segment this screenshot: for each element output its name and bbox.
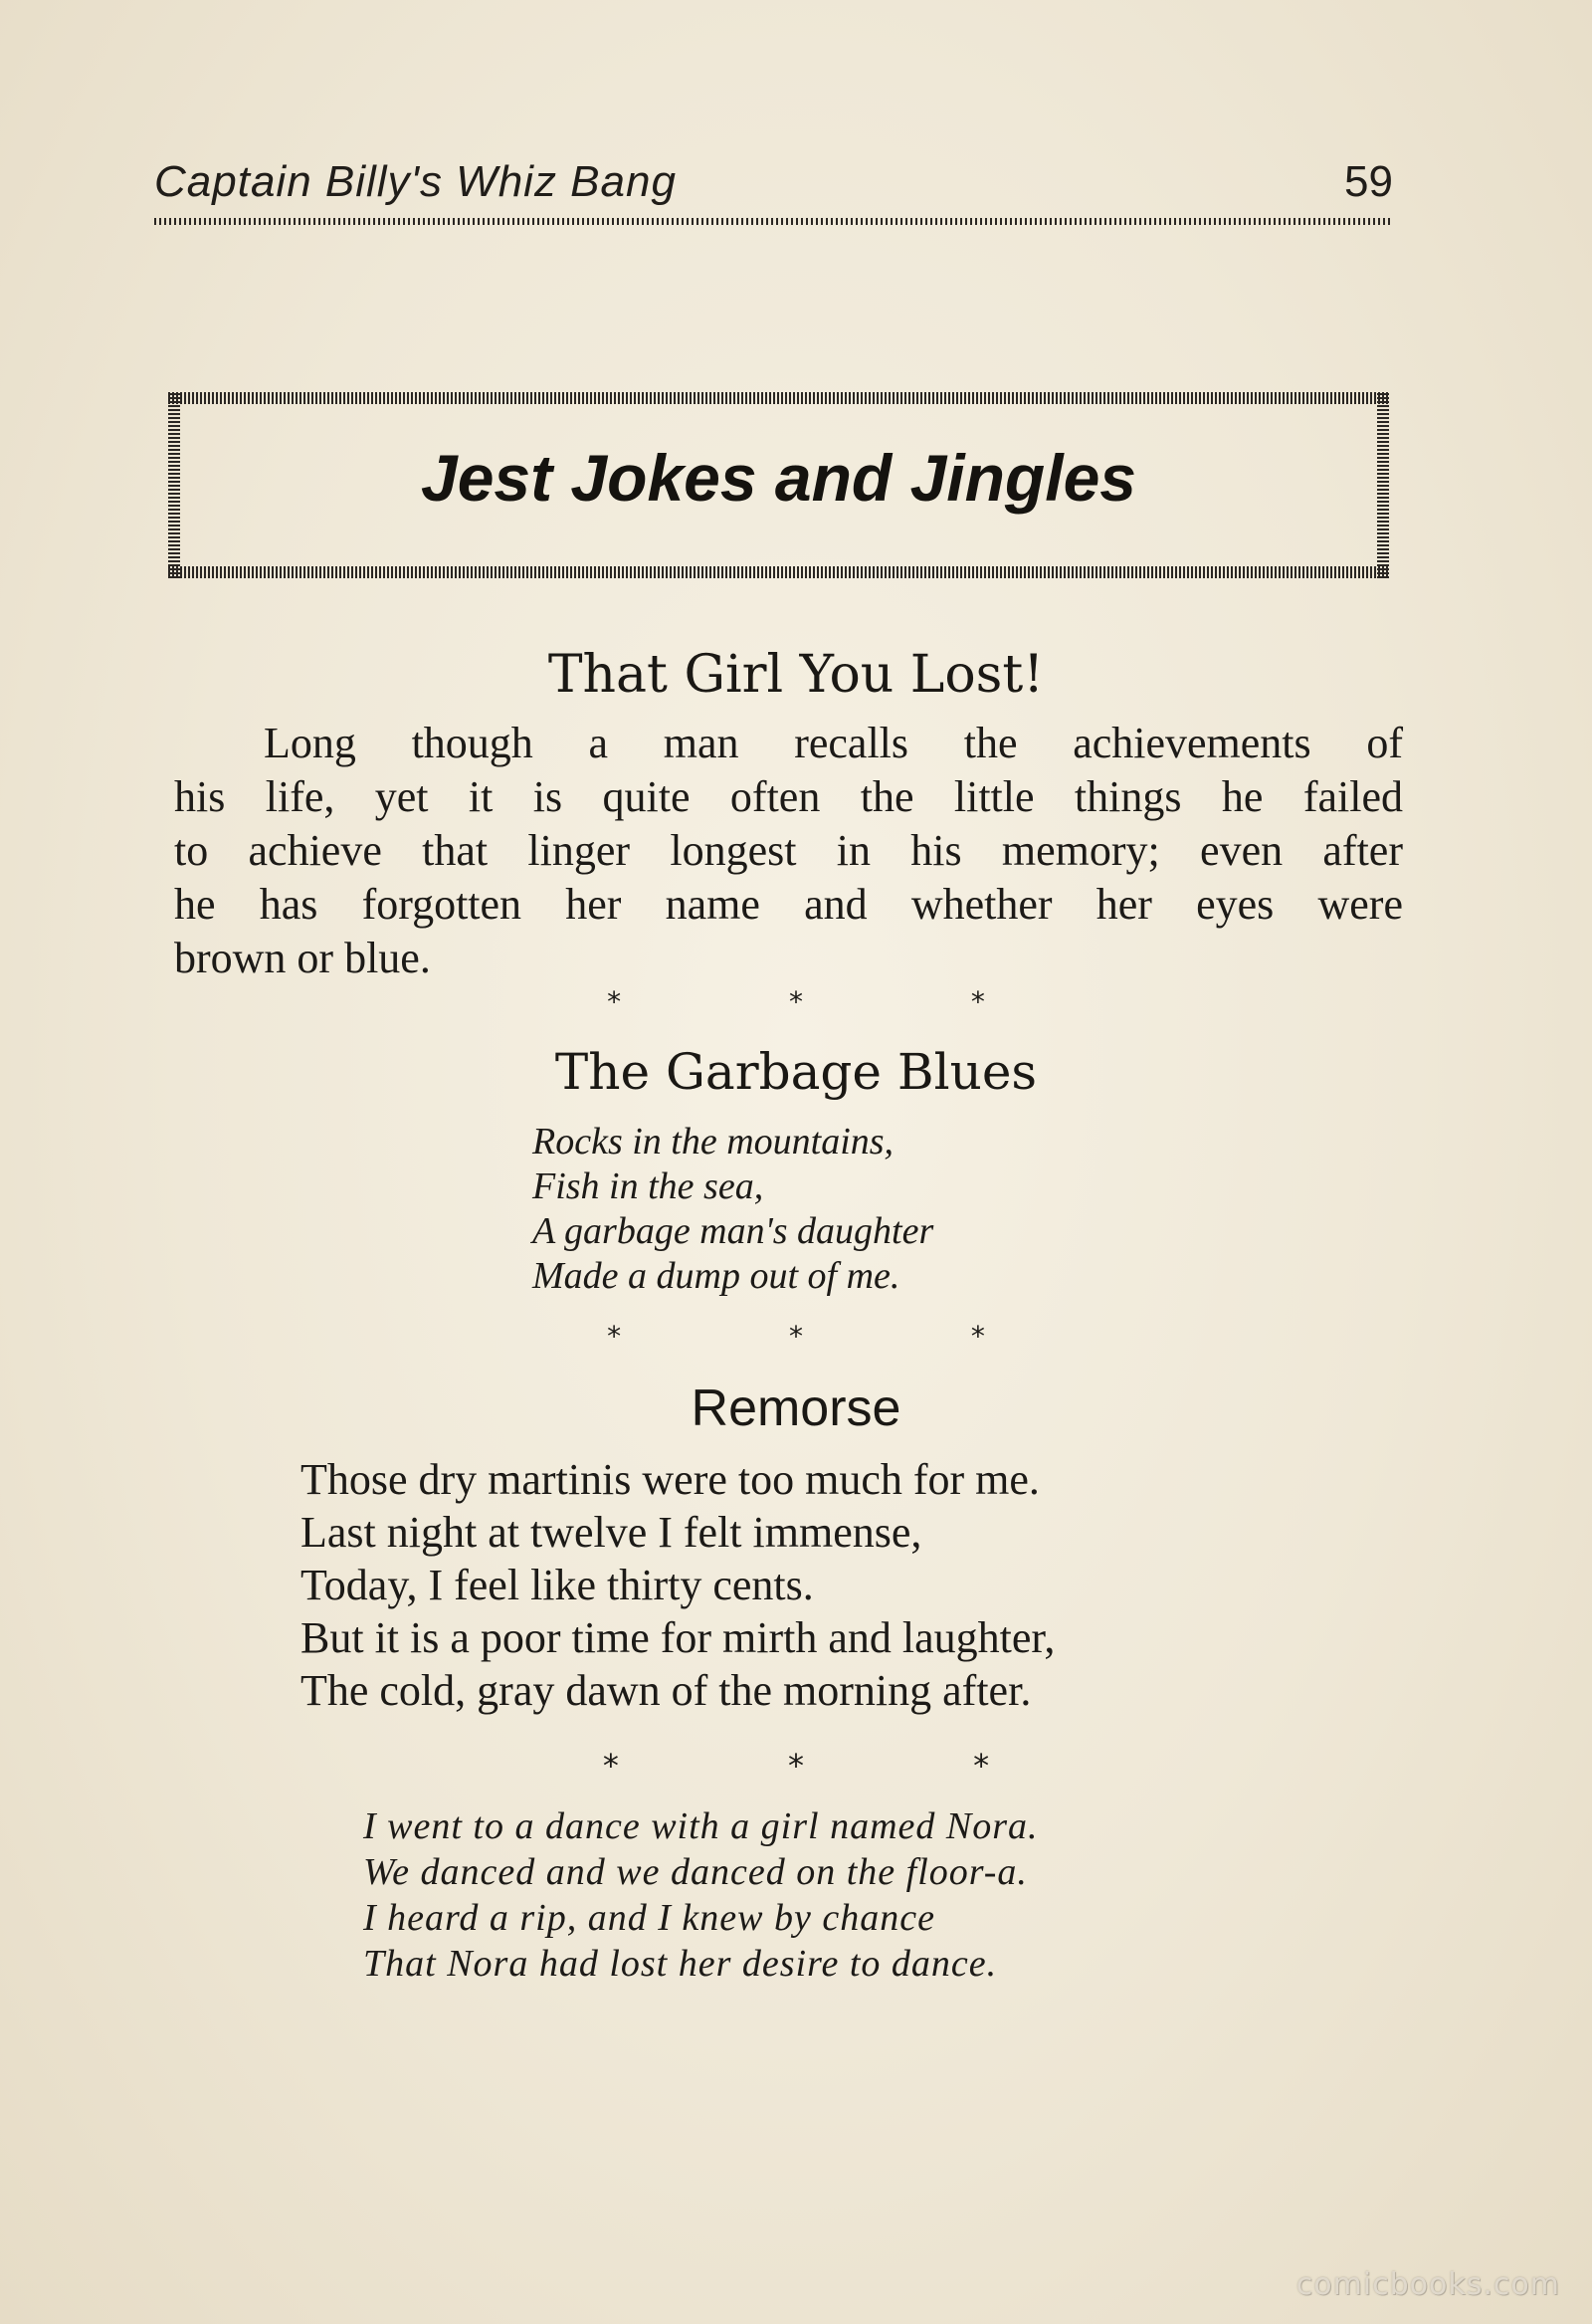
verse-line: That Nora had lost her desire to dance. xyxy=(363,1943,998,1985)
verse-line: The cold, gray dawn of the morning after. xyxy=(300,1666,1032,1715)
verse-line: Rocks in the mountains, xyxy=(532,1121,895,1162)
verse-line: I went to a dance with a girl named Nora. xyxy=(363,1805,1039,1847)
verse-line: We danced and we danced on the floor-a. xyxy=(363,1851,1028,1893)
page-number: 59 xyxy=(1344,157,1393,206)
paragraph-line: his life, yet it is quite often the little things he failed xyxy=(174,772,1403,821)
verse-line: Fish in the sea, xyxy=(532,1165,764,1207)
heading-remorse: Remorse xyxy=(691,1379,901,1437)
paragraph-line: he has forgotten her name and whether her eyes were xyxy=(174,880,1403,929)
magazine-title: Captain Billy's Whiz Bang xyxy=(154,157,677,206)
separator-stars: * * * xyxy=(602,1747,1070,1785)
box-border-bottom xyxy=(168,566,1389,578)
verse-line: A garbage man's daughter xyxy=(532,1210,934,1252)
separator-stars: * * * xyxy=(607,985,1065,1018)
paragraph-line: to achieve that linger longest in his memory; even after xyxy=(174,826,1403,875)
nora-verse xyxy=(363,1803,1039,1987)
paragraph-line: Long though a man recalls the achievements of xyxy=(264,719,1403,767)
separator-stars: * * * xyxy=(607,1320,1065,1353)
heading-girl-you-lost: That Girl You Lost! xyxy=(547,645,1045,705)
running-head xyxy=(154,157,1393,217)
verse-line: Last night at twelve I felt immense, xyxy=(300,1508,922,1557)
garbage-blues-verse xyxy=(532,1120,933,1299)
section-heading-box xyxy=(159,383,1398,587)
verse-line: Today, I feel like thirty cents. xyxy=(300,1561,814,1609)
heading-garbage-blues: The Garbage Blues xyxy=(554,1043,1038,1101)
header-dotted-rule xyxy=(154,218,1393,225)
verse-line: I heard a rip, and I knew by chance xyxy=(363,1897,935,1939)
verse-line: Those dry martinis were too much for me. xyxy=(300,1455,1040,1504)
girl-you-lost-paragraph xyxy=(174,717,1403,985)
paragraph-line: brown or blue. xyxy=(174,934,431,982)
remorse-verse xyxy=(300,1453,1055,1717)
verse-line: But it is a poor time for mirth and laughter, xyxy=(300,1613,1056,1662)
section-heading: Jest Jokes and Jingles xyxy=(420,441,1136,515)
watermark: comicbooks.com xyxy=(1295,2267,1560,2302)
box-border-top xyxy=(168,392,1389,404)
verse-line: Made a dump out of me. xyxy=(532,1255,900,1297)
